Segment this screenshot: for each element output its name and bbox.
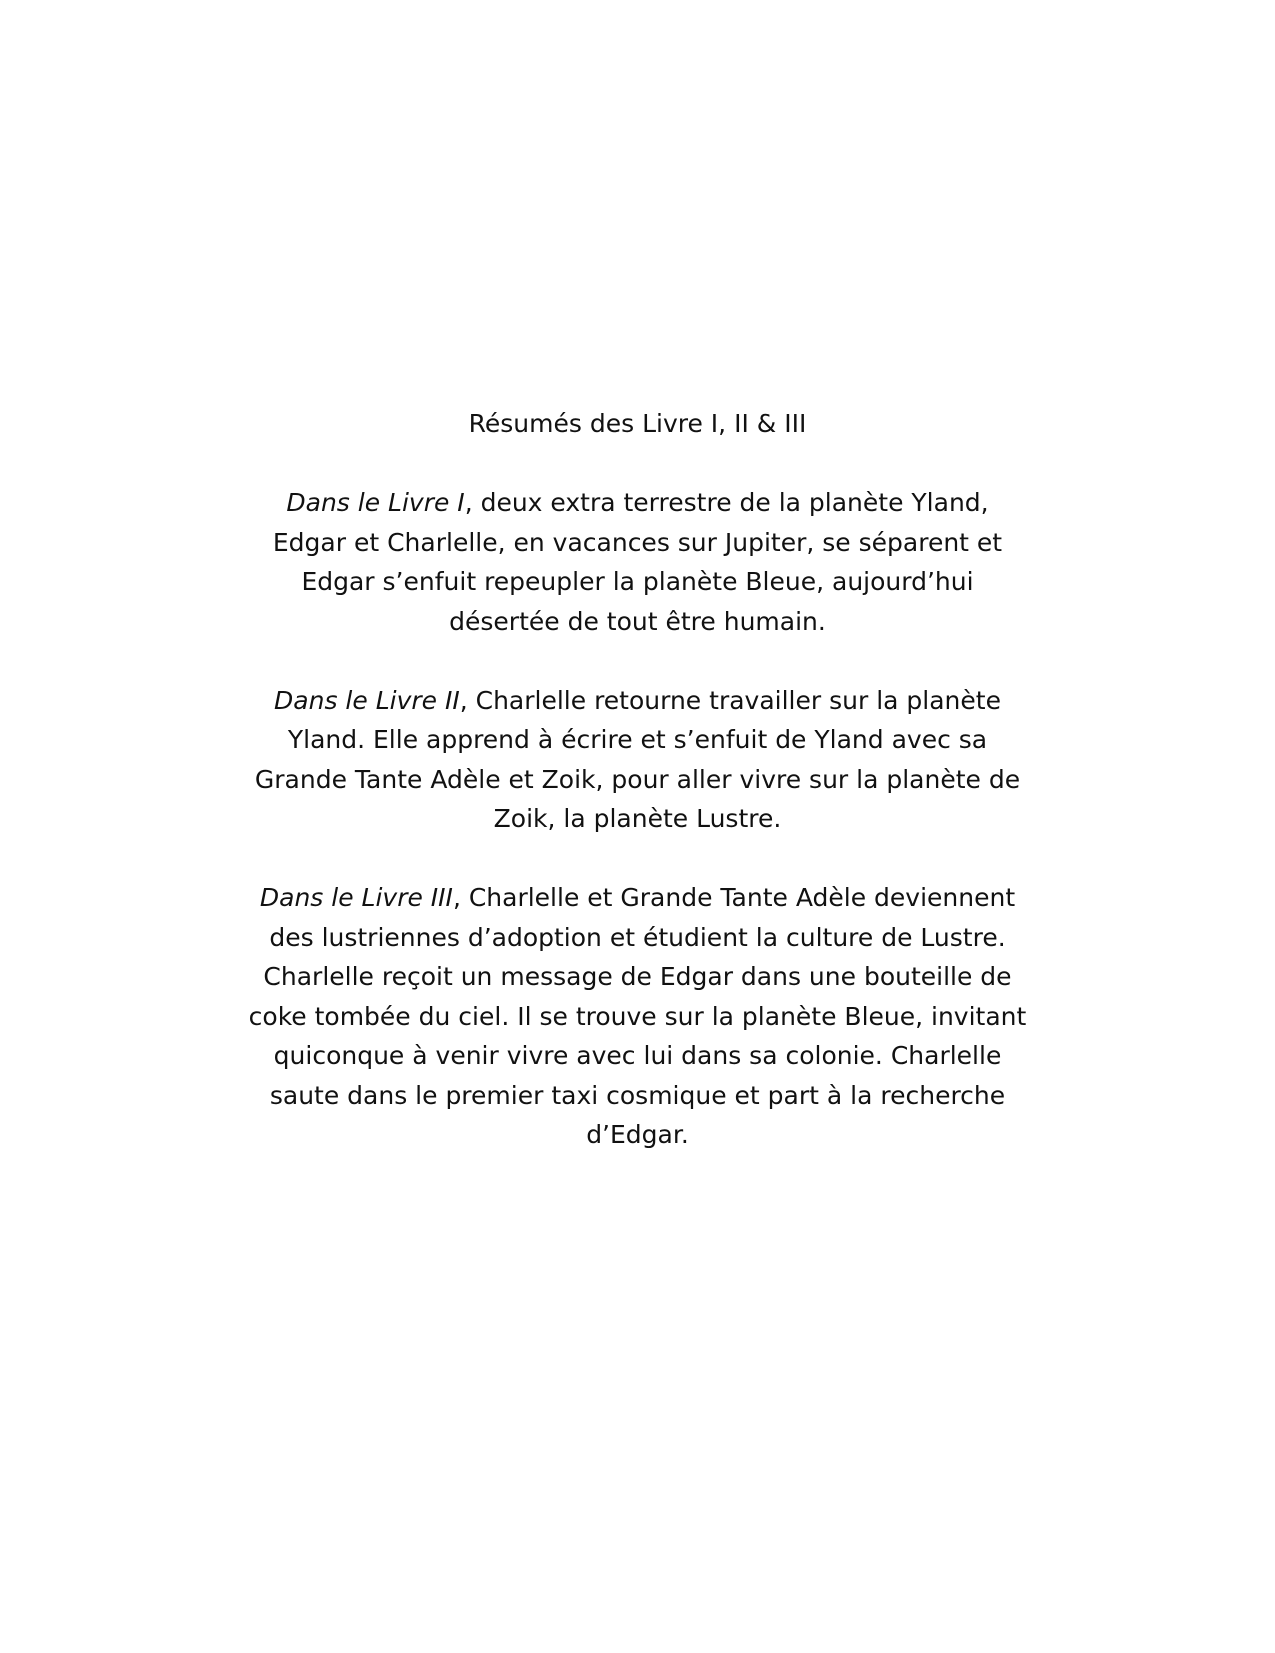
page-content xyxy=(0,404,1275,1194)
summary-line: Dans le Livre II, Charlelle retourne travailler sur la planète xyxy=(274,685,1001,715)
summary-line: Zoik, la planète Lustre. xyxy=(493,804,782,833)
summary-line: des lustriennes d’adoption et étudient la culture de Lustre. xyxy=(269,922,1006,952)
summary-line: d’Edgar. xyxy=(586,1120,689,1149)
summary-line: Grande Tante Adèle et Zoik, pour aller vivre sur la planète de xyxy=(254,764,1021,794)
summary-line: Dans le Livre I, deux extra terrestre de la planète Yland, xyxy=(286,488,989,517)
book-reference: Dans le Livre I xyxy=(286,488,465,517)
summary-line: Charlelle reçoit un message de Edgar dans une bouteille de xyxy=(263,962,1012,991)
book-reference: Dans le Livre II xyxy=(274,685,460,715)
summary-line: Yland. Elle apprend à écrire et s’enfuit de Yland avec sa xyxy=(287,725,988,754)
summary-line: quiconque à venir vivre avec lui dans sa colonie. Charlelle xyxy=(273,1041,1002,1070)
summary-book-2 xyxy=(0,681,1275,839)
summary-line: Edgar et Charlelle, en vacances sur Jupiter, se séparent et xyxy=(272,527,1003,557)
book-reference: Dans le Livre III xyxy=(259,883,453,912)
summary-line: Dans le Livre III, Charlelle et Grande Tante Adèle deviennent xyxy=(259,883,1016,912)
page-title: Résumés des Livre I, II & III xyxy=(468,409,807,438)
summary-line: saute dans le premier taxi cosmique et part à la recherche xyxy=(269,1080,1006,1110)
summary-line: coke tombée du ciel. Il se trouve sur la planète Bleue, invitant xyxy=(248,1001,1027,1031)
summary-line: Edgar s’enfuit repeupler la planète Bleue, aujourd’hui xyxy=(301,567,974,596)
summary-book-3 xyxy=(0,878,1275,1155)
summary-line: désertée de tout être humain. xyxy=(449,606,826,636)
summary-book-1 xyxy=(0,483,1275,641)
